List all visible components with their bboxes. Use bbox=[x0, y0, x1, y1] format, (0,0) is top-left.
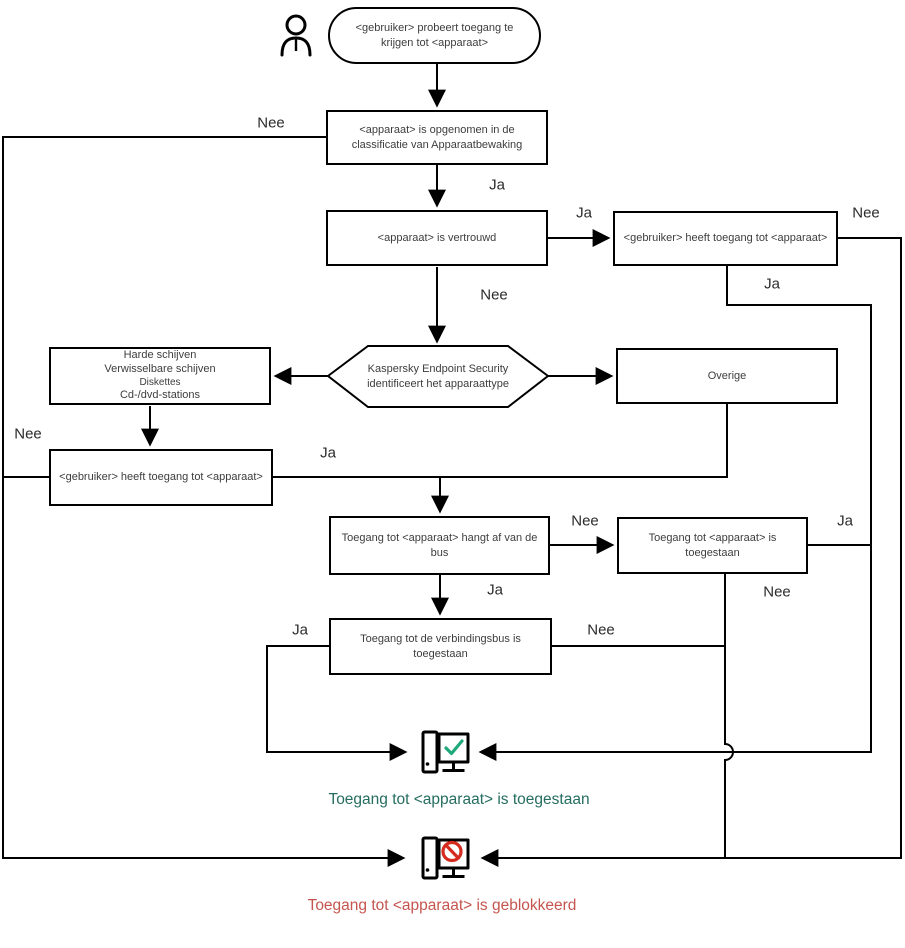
node-access-allowed-rule bbox=[617, 517, 808, 574]
node-device-types bbox=[49, 347, 271, 405]
node-user-access-top-label: <gebruiker> heeft toegang tot <apparaat> bbox=[623, 232, 828, 245]
computer-allowed-icon bbox=[423, 732, 468, 772]
node-trusted bbox=[326, 210, 548, 266]
computer-blocked-icon bbox=[423, 838, 468, 878]
edge-label-user-access-left-ja: Ja bbox=[320, 444, 336, 462]
node-start-label: <gebruiker> probeert toegang te krijgen tot <apparaat> bbox=[355, 21, 514, 49]
node-trusted-label: <apparaat> is vertrouwd bbox=[377, 231, 497, 244]
node-user-access-left-label: <gebruiker> heeft toegang tot <apparaat> bbox=[59, 471, 263, 484]
edge-label-classification-nee: Nee bbox=[257, 114, 285, 132]
node-other-label: Overige bbox=[707, 369, 747, 382]
edge-label-access-allowed-ja: Ja bbox=[837, 512, 853, 530]
node-bus-depends bbox=[329, 516, 550, 575]
device-type-line: Diskettes bbox=[139, 376, 181, 388]
node-classification-label: <apparaat> is opgenomen in de classificatie van Apparaatbewaking bbox=[351, 123, 523, 151]
node-access-allowed-rule-label: Toegang tot <apparaat> is toegestaan bbox=[648, 531, 777, 559]
edge-label-access-allowed-nee: Nee bbox=[763, 583, 791, 601]
edge-label-user-access-top-ja: Ja bbox=[764, 275, 780, 293]
edge-label-user-access-top-nee: Nee bbox=[852, 204, 880, 222]
person-icon bbox=[282, 16, 310, 55]
edge-label-bus-depends-nee: Nee bbox=[571, 512, 599, 530]
node-identify bbox=[345, 348, 531, 405]
node-identify-label: Kaspersky Endpoint Security identificeert het apparaattype bbox=[367, 362, 509, 390]
node-bus-allowed bbox=[329, 618, 552, 675]
node-bus-depends-label: Toegang tot <apparaat> hangt af van de bus bbox=[341, 531, 538, 559]
edge-user-access-ja-to-allowed bbox=[482, 266, 871, 752]
node-start bbox=[328, 7, 541, 64]
edge-label-bus-allowed-ja: Ja bbox=[292, 621, 308, 639]
device-type-line: Harde schijven bbox=[123, 349, 197, 362]
device-type-line: Cd-/dvd-stations bbox=[119, 389, 201, 402]
node-user-access-top bbox=[613, 211, 838, 266]
node-classification bbox=[326, 110, 548, 165]
node-user-access-left bbox=[49, 449, 273, 506]
edge-label-bus-depends-ja: Ja bbox=[487, 581, 503, 599]
edge-label-bus-allowed-nee: Nee bbox=[587, 621, 615, 639]
edge-access-allowed-nee-to-blocked bbox=[725, 574, 733, 857]
node-bus-allowed-label: Toegang tot de verbindingsbus is toegestaan bbox=[360, 632, 521, 660]
node-other bbox=[616, 348, 838, 404]
outcome-allowed-text: Toegang tot <apparaat> is toegestaan bbox=[328, 791, 590, 808]
outcome-blocked-text: Toegang tot <apparaat> is geblokkeerd bbox=[307, 897, 577, 914]
edge-label-user-access-left-nee: Nee bbox=[14, 425, 42, 443]
edge-label-trusted-nee: Nee bbox=[480, 286, 508, 304]
edge-label-trusted-ja: Ja bbox=[576, 204, 592, 222]
edge-label-classification-ja: Ja bbox=[489, 176, 505, 194]
device-type-line: Verwisselbare schijven bbox=[104, 362, 216, 375]
